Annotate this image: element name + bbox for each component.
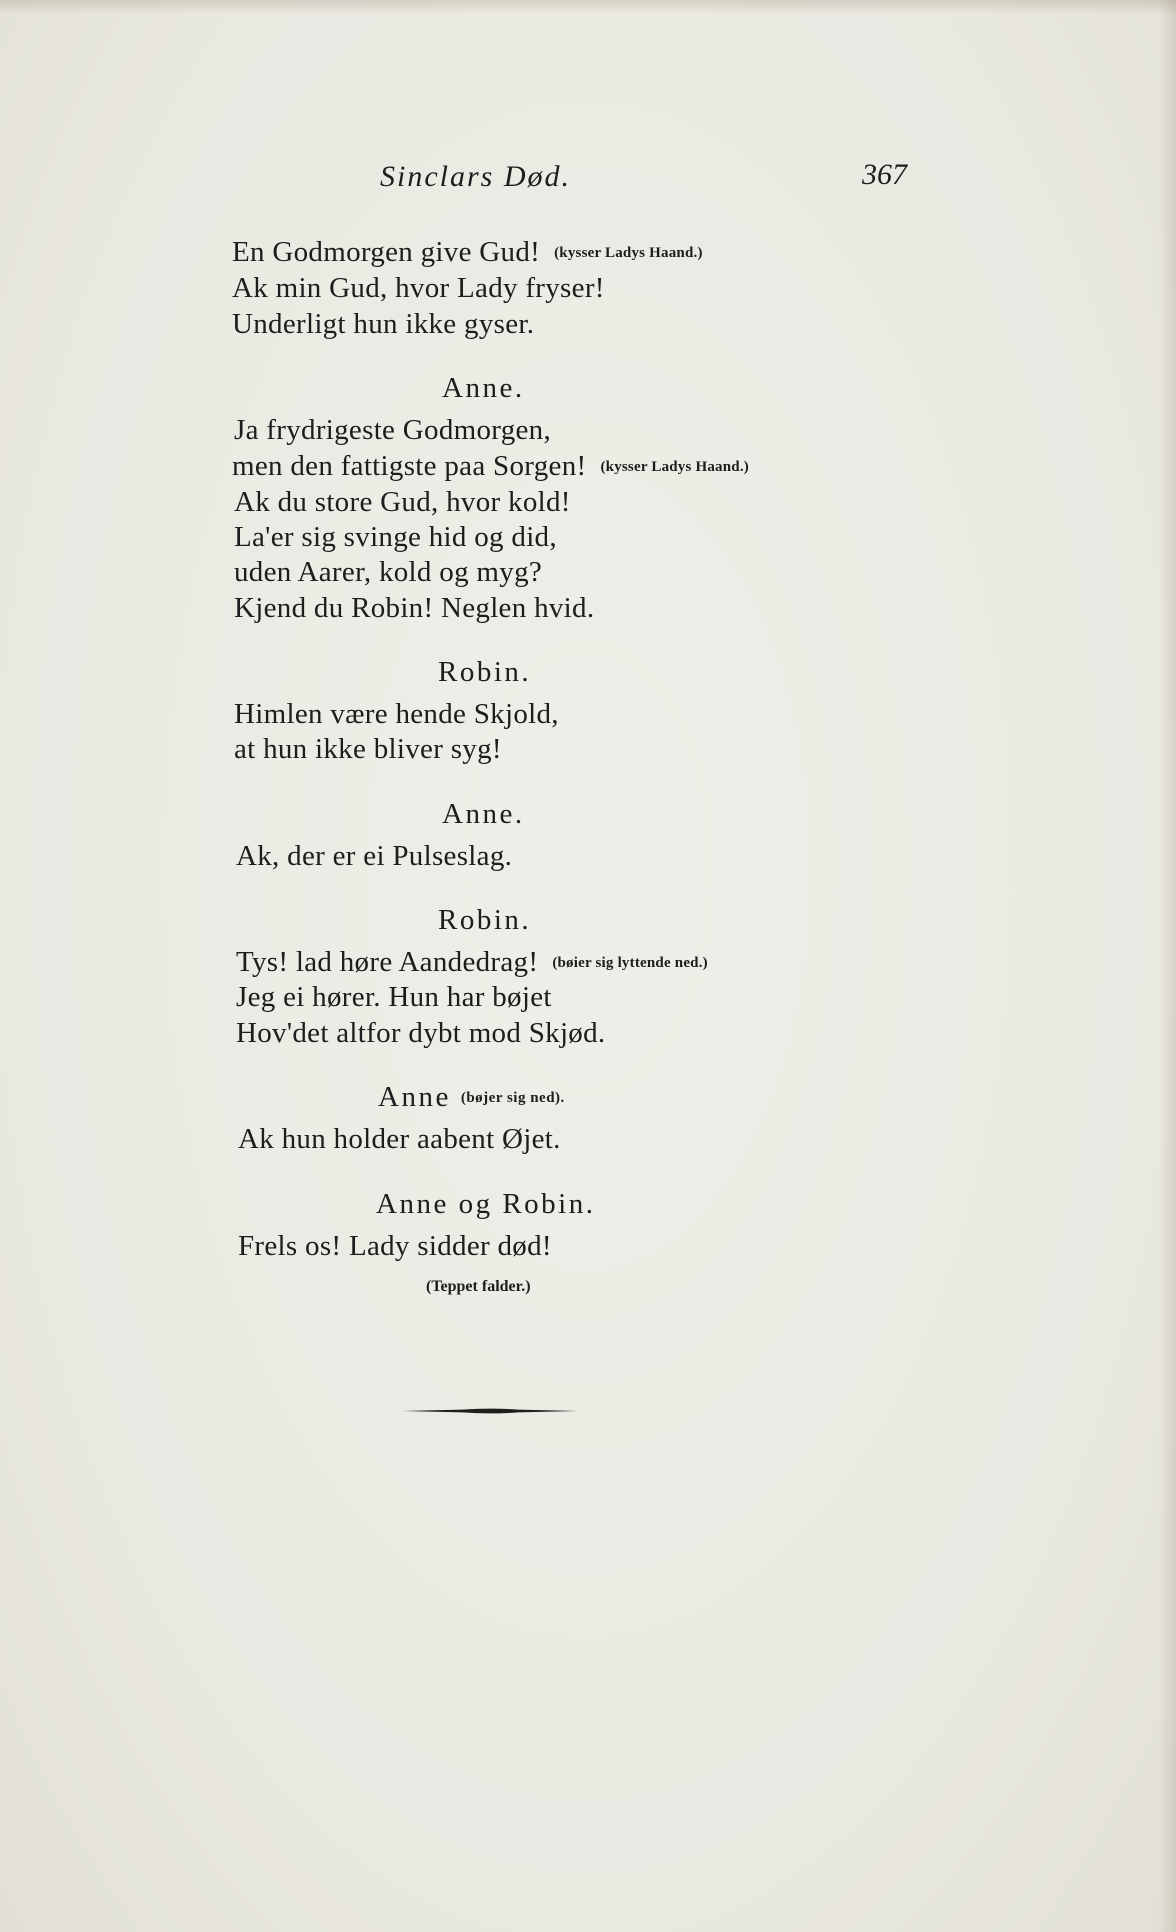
page-edge-shadow-top [0,0,1176,14]
verse-text: Tys! lad høre Aandedrag! [236,946,539,978]
speaker-name: Anne. [442,372,525,404]
running-title: Sinclars Død. [380,160,571,193]
page-number: 367 [862,158,907,191]
verse-line [232,450,749,483]
verse-line: uden Aarer, kold og myg? [234,556,543,588]
end-ornament-rule [402,1406,578,1416]
speaker-name: Anne. [442,798,525,830]
verse-line: Ak min Gud, hvor Lady fryser! [232,272,605,304]
speaker-name [378,1081,565,1114]
verse-line [236,946,708,979]
speaker-label: Anne [378,1081,451,1113]
verse-line: Underligt hun ikke gyser. [232,308,535,340]
speaker-name: Robin. [438,656,532,688]
verse-text: men den fattigste paa Sorgen! [232,450,587,482]
verse-line: at hun ikke bliver syg! [234,733,502,765]
verse-line: Ja frydrigeste Godmorgen, [234,414,552,446]
closing-stage-direction: (Teppet falder.) [426,1278,531,1295]
stage-direction: (bøjer sig ned). [460,1090,565,1106]
verse-line: Frels os! Lady sidder død! [238,1230,552,1262]
verse-line: Ak, der er ei Pulseslag. [236,840,513,872]
speaker-name: Robin. [438,904,532,936]
verse-line: Kjend du Robin! Neglen hvid. [234,592,595,624]
verse-line: La'er sig svinge hid og did, [234,521,557,553]
speaker-name: Anne og Robin. [376,1188,596,1220]
verse-line: Ak du store Gud, hvor kold! [234,486,571,518]
verse-text: En Godmorgen give Gud! [232,236,541,268]
verse-line [232,236,703,269]
verse-line: Ak hun holder aabent Øjet. [238,1123,561,1155]
stage-direction: (kysser Ladys Haand.) [554,245,703,261]
page-edge-shadow-right [1158,0,1176,1932]
verse-line: Hov'det altfor dybt mod Skjød. [236,1017,606,1049]
stage-direction: (bøier sig lyttende ned.) [552,955,708,971]
verse-line: Jeg ei hører. Hun har bøjet [236,981,552,1013]
verse-line: Himlen være hende Skjold, [234,698,559,730]
stage-direction: (kysser Ladys Haand.) [600,459,749,475]
